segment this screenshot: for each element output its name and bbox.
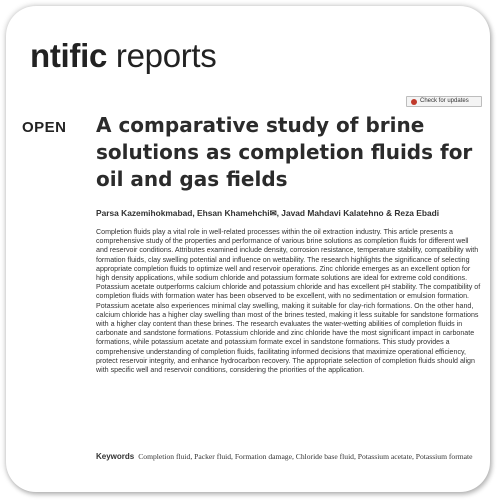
keywords-label: Keywords	[96, 452, 135, 461]
journal-name-suffix: reports	[107, 37, 217, 74]
open-access-label: OPEN	[22, 119, 67, 136]
abstract-text: Completion fluids play a vital role in well-related processes within the oil extraction industry. This article presents a comprehensive study of the properties and performance of various brine solutions as completion fluids for different well and reservoir conditions. Attributes examined include density, corrosion resistance, temperature stability, compatibility with formation fluids, clay swelling potential and influence on wettability. The research highlights the significance of selecting appropriate completion fluids to optimize well and reservoir operations. Zinc chloride emerges as an excellent option for high density applications, while sodium chloride and potassium formate solutions are ideal for extreme cold conditions. Potassium acetate outperforms calcium chloride and potassium chloride and has excellent pH stability. The compatibility of completion fluids with formation water has been observed to be excellent, with no sedimentation or emulsion formation. Potassium acetate also experiences minimal clay swelling, making it suitable for clay-rich formations. On the other hand, calcium chloride has a higher clay swelling than most of the brines tested, making it less suitable for sandstone formations with a higher clay content than these brines. The research evaluates the water-wetting abilities of completion fluids in carbonate and sandstone formations. Potassium chloride and zinc chloride have the most significant impact in carbonate formations, while potassium acetate and potassium formate excel in sandstone formations. This study provides a comprehensive understanding of completion fluids, facilitating informed decisions that maximize operational efficiency, protect reservoir integrity, and enhance hydrocarbon recovery. The appropriate selection of completion fluids should align with specific well and reservoir conditions, considering the priorities of the application.	[96, 228, 481, 375]
check-for-updates-label: Check for updates	[420, 98, 469, 104]
crossmark-icon	[411, 99, 417, 105]
author-list: Parsa Kazemihokmabad, Ehsan Khamehchi✉, Javad Mahdavi Kalatehno & Reza Ebadi	[96, 208, 440, 218]
journal-masthead	[30, 36, 217, 76]
check-for-updates-button[interactable]	[406, 96, 482, 107]
journal-name-prefix: ntific	[30, 37, 108, 74]
keywords-section	[96, 452, 482, 462]
article-title: A comparative study of brine solutions as completion fluids for oil and gas fields	[96, 113, 473, 191]
document-page	[6, 6, 490, 492]
keywords-list: Completion fluid, Packer fluid, Formation damage, Chloride base fluid, Potassium acetate, Potassium formate	[138, 452, 473, 461]
